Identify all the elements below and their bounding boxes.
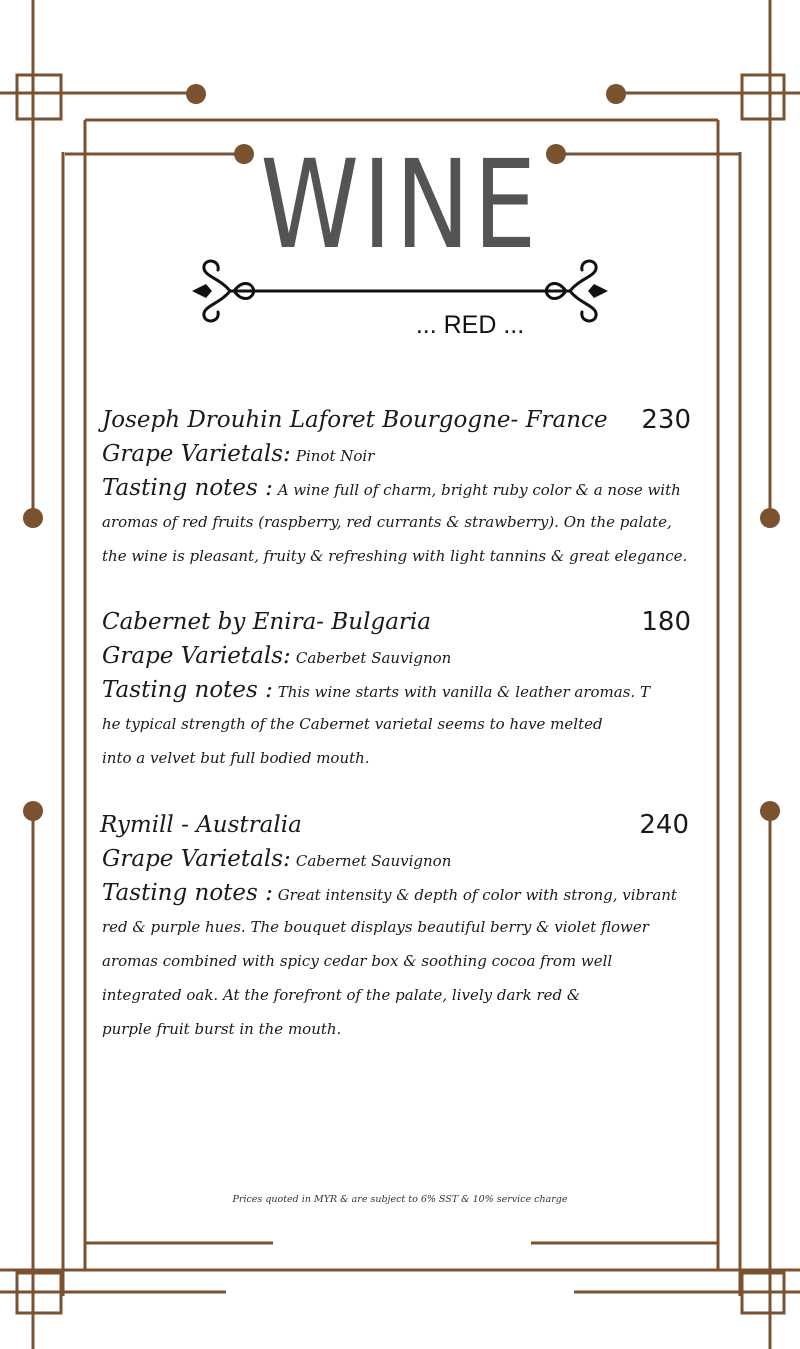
pricing-footnote: Prices quoted in MYR & are subject to 6% SST & 10% service charge xyxy=(232,1194,568,1205)
grape-label: Grape Varietals: xyxy=(102,441,291,467)
grape-value: Caberbet Sauvignon xyxy=(295,649,452,667)
tasting-notes-label: Tasting notes : xyxy=(102,880,273,906)
grape-value: Pinot Noir xyxy=(295,447,375,465)
tasting-notes-line: into a velvet but full bodied mouth. xyxy=(102,749,370,767)
tasting-notes-label: Tasting notes : xyxy=(102,677,273,703)
grape-varietals xyxy=(100,842,695,876)
wine-header xyxy=(102,605,697,639)
tasting-notes-label: Tasting notes : xyxy=(102,475,273,501)
tasting-notes-line: aromas of red fruits (raspberry, red currants & strawberry). On the palate, xyxy=(102,513,672,531)
section-subtitle: ... RED ... xyxy=(415,311,525,339)
wine-item xyxy=(100,808,695,1046)
wine-price: 230 xyxy=(641,405,691,435)
wine-price: 240 xyxy=(639,810,689,840)
wine-header xyxy=(100,808,695,842)
tasting-notes xyxy=(102,471,697,573)
tasting-notes-line: red & purple hues. The bouquet displays beautiful berry & violet flower xyxy=(102,918,649,936)
tasting-notes-line xyxy=(102,876,695,910)
tasting-notes-line: purple fruit burst in the mouth. xyxy=(102,1020,342,1038)
tasting-notes xyxy=(102,673,697,775)
wine-name: Cabernet by Enira- Bulgaria xyxy=(102,609,431,635)
page-title: WINE xyxy=(260,134,540,276)
tasting-notes-line xyxy=(102,673,697,707)
wine-header xyxy=(102,403,697,437)
tasting-notes-line: he typical strength of the Cabernet varietal seems to have melted xyxy=(102,715,603,733)
tasting-notes-line: integrated oak. At the forefront of the palate, lively dark red & xyxy=(102,986,581,1004)
wine-name: Rymill - Australia xyxy=(100,812,302,838)
tasting-notes-text: This wine starts with vanilla & leather aromas. T xyxy=(277,683,650,701)
tasting-notes xyxy=(100,876,695,1046)
tasting-notes-text: A wine full of charm, bright ruby color & a nose with xyxy=(277,481,681,499)
wine-item xyxy=(102,403,697,573)
wine-name: Joseph Drouhin Laforet Bourgogne- France xyxy=(102,407,608,433)
tasting-notes-line xyxy=(102,471,697,505)
tasting-notes-line: the wine is pleasant, fruity & refreshing with light tannins & great elegance. xyxy=(102,547,688,565)
grape-varietals xyxy=(102,639,697,673)
wine-item xyxy=(102,605,697,775)
grape-label: Grape Varietals: xyxy=(102,643,291,669)
tasting-notes-text: Great intensity & depth of color with strong, vibrant xyxy=(277,886,677,904)
wine-price: 180 xyxy=(641,607,691,637)
grape-value: Cabernet Sauvignon xyxy=(295,852,452,870)
tasting-notes-line: aromas combined with spicy cedar box & soothing cocoa from well xyxy=(102,952,613,970)
grape-label: Grape Varietals: xyxy=(102,846,291,872)
grape-varietals xyxy=(102,437,697,471)
